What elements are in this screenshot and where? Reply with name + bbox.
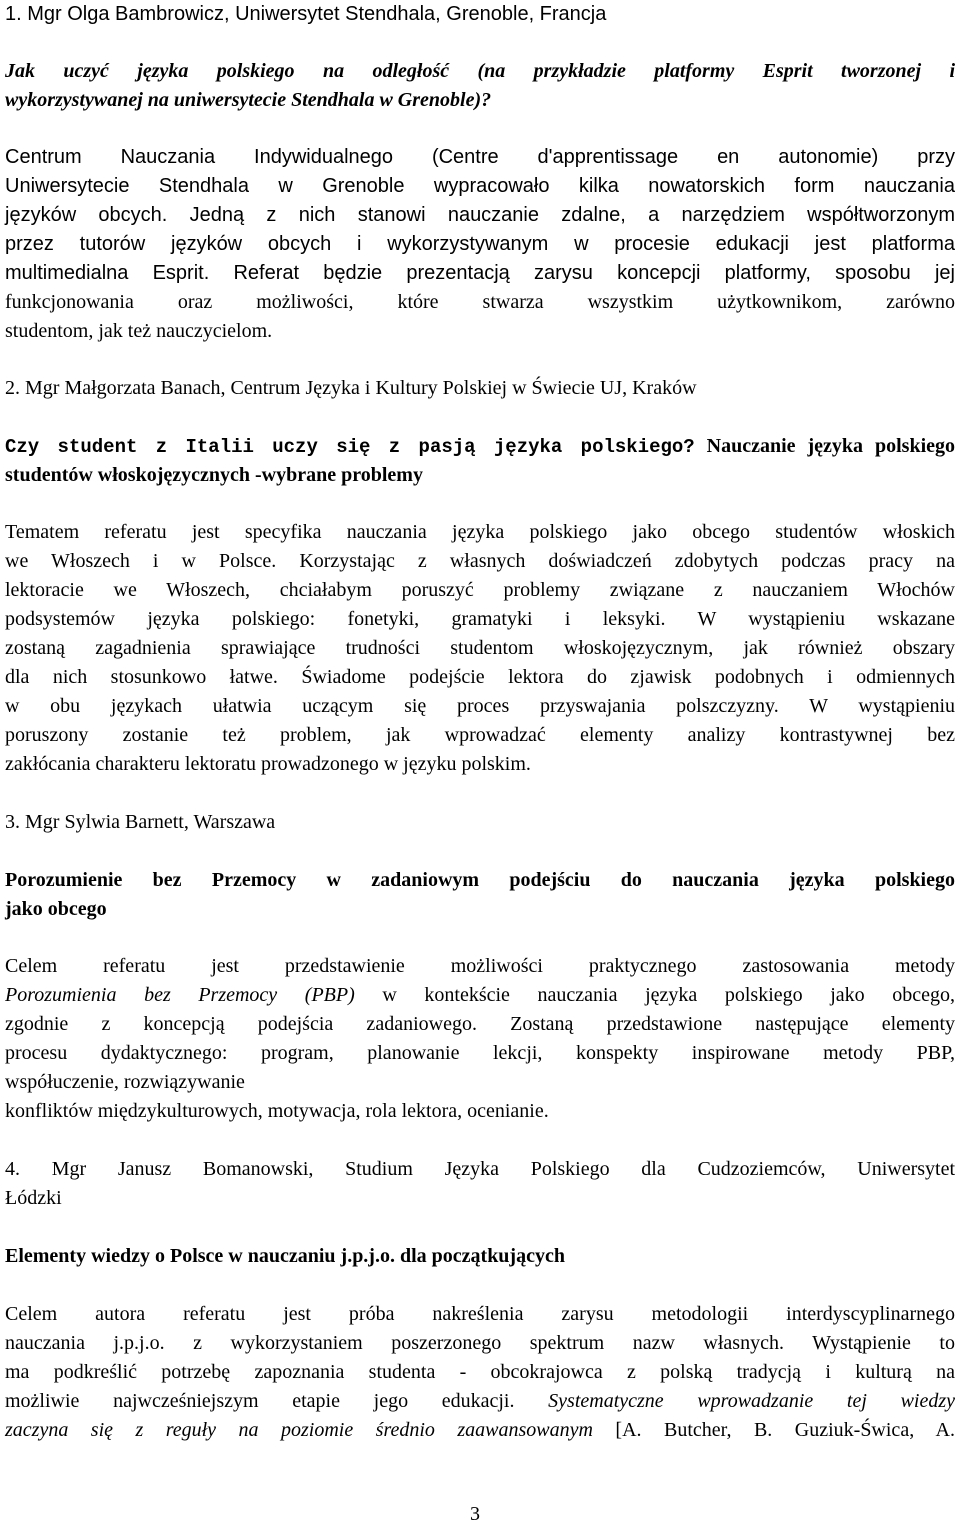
talk-4-quote-part-1: Systematyczne wprowadzanie tej wiedzy [548, 1390, 956, 1412]
talk-2-title-line-1 [5, 432, 955, 462]
talk-1-abstract-line-5: multimedialna Esprit. Referat będzie prezentacją zarysu koncepcji platformy, sposobu jej [5, 262, 955, 284]
talk-3-abstract-line-5: współuczenie, rozwiązywanie [5, 1071, 245, 1093]
talk-1-title-line-1: Jak uczyć języka polskiego na odległość (na przykładzie platformy Esprit tworzonej i [5, 60, 955, 82]
talk-1-abstract-line-2: Uniwersytecie Stendhala w Grenoble wypracowało kilka nowatorskich form nauczania [5, 175, 955, 197]
talk-4-abstract-line-3: ma podkreślić potrzebę zapoznania studenta - obcokrajowca z polską tradycją i kulturą na [5, 1361, 955, 1383]
talk-4-speaker-line-1: 4. Mgr Janusz Bomanowski, Studium Języka Polskiego dla Cudzoziemców, Uniwersytet [5, 1158, 955, 1180]
talk-3-abstract-line-6: konfliktów międzykulturowych, motywacja, rola lektora, ocenianie. [5, 1100, 549, 1122]
talk-3-abstract-line-1: Celem referatu jest przedstawienie możliwości praktycznego zastosowania metody [5, 955, 955, 977]
talk-2-speaker: 2. Mgr Małgorzata Banach, Centrum Języka i Kultury Polskiej w Świecie UJ, Kraków [5, 377, 697, 399]
talk-4-speaker-line-2: Łódzki [5, 1187, 62, 1209]
talk-2-abstract-line-7: w obu językach ułatwia uczącym się proces przyswajania polszczyzny. W wystąpieniu [5, 695, 955, 717]
talk-2-abstract-line-8: poruszony zostanie też problem, jak wprowadzać elementy analizy kontrastywnej bez [5, 724, 955, 746]
talk-1-abstract-line-6: funkcjonowania oraz możliwości, które stwarza wszystkim użytkownikom, zarówno [5, 291, 955, 313]
talk-4-citation: [A. Butcher, B. Guziuk-Świca, A. [592, 1419, 955, 1441]
talk-4-abstract-line-4-plain: możliwie najwcześniejszym etapie jego edukacji. [5, 1390, 549, 1412]
talk-3-title-line-1: Porozumienie bez Przemocy w zadaniowym podejściu do nauczania języka polskiego [5, 869, 955, 891]
talk-4-abstract-line-5 [5, 1416, 955, 1445]
talk-2-abstract-line-5: zostaną zagadnienia sprawiające trudności studentom włoskojęzycznym, jak również obszary [5, 637, 955, 659]
talk-4-abstract-line-4 [5, 1387, 955, 1416]
talk-1-speaker: 1. Mgr Olga Bambrowicz, Uniwersytet Stendhala, Grenoble, Francja [5, 3, 607, 25]
talk-4-abstract-line-2: nauczania j.p.j.o. z wykorzystaniem poszerzonego spektrum nazw własnych. Wystąpienie to [5, 1332, 955, 1354]
talk-1-abstract-line-7: studentom, jak też nauczycielom. [5, 320, 273, 342]
talk-1-title-line-2: wykorzystywanej na uniwersytecie Stendhala w Grenoble)? [5, 89, 492, 111]
talk-2-title-line-2: studentów włoskojęzycznych -wybrane problemy [5, 464, 423, 486]
talk-2-title-question: Czy student z Italii uczy się z pasją języka polskiego? [5, 436, 695, 458]
talk-2-abstract-line-2: we Włoszech i w Polsce. Korzystając z własnych doświadczeń zdobytych podczas pracy na [5, 550, 955, 572]
talk-3-title-line-2: jako obcego [5, 898, 107, 920]
talk-3-abstract-line-2 [5, 981, 955, 1010]
talk-1-abstract-line-3: języków obcych. Jedną z nich stanowi nauczanie zdalne, a narzędziem współtworzonym [5, 204, 955, 226]
talk-4-abstract-line-1: Celem autora referatu jest próba nakreślenia zarysu metodologii interdyscyplinarnego [5, 1303, 955, 1325]
talk-2-abstract-line-4: podsystemów języka polskiego: fonetyki, gramatyki i leksyki. W wystąpieniu wskazane [5, 608, 955, 630]
talk-3-abstract-line-3: zgodnie z koncepcją podejścia zadaniowego. Zostaną przedstawione następujące elementy [5, 1013, 955, 1035]
pbp-method-name: Porozumienia bez Przemocy (PBP) [5, 984, 355, 1006]
talk-2-abstract-line-3: lektoracie we Włoszech, chciałabym poruszyć problemy związane z nauczaniem Włochów [5, 579, 955, 601]
talk-2-abstract-line-6: dla nich stosunkowo łatwe. Świadome podejście lektora do zjawisk podobnych i odmiennych [5, 666, 955, 688]
talk-4-quote-part-2: zaczyna się z reguły na poziomie średnio zaawansowanym [5, 1419, 593, 1441]
talk-2-abstract-line-9: zakłócania charakteru lektoratu prowadzonego w języku polskim. [5, 753, 531, 775]
talk-3-speaker: 3. Mgr Sylwia Barnett, Warszawa [5, 811, 276, 833]
talk-4-title: Elementy wiedzy o Polsce w nauczaniu j.p.j.o. dla początkujących [5, 1245, 565, 1267]
talk-3-abstract-line-2-rest: w kontekście nauczania języka polskiego jako obcego, [354, 984, 956, 1006]
talk-2-title-subtitle: Nauczanie języka polskiego [694, 435, 956, 457]
talk-1-abstract-line-1: Centrum Nauczania Indywidualnego (Centre d'apprentissage en autonomie) przy [5, 146, 955, 168]
talk-2-abstract-line-1: Tematem referatu jest specyfika nauczania języka polskiego jako obcego studentów włoskich [5, 521, 955, 543]
talk-1-abstract-line-4: przez tutorów języków obcych i wykorzystywanym w procesie edukacji jest platforma [5, 233, 955, 255]
page-number: 3 [470, 1503, 480, 1525]
talk-3-abstract-line-4: procesu dydaktycznego: program, planowanie lekcji, konspekty inspirowane metody PBP, [5, 1042, 955, 1064]
